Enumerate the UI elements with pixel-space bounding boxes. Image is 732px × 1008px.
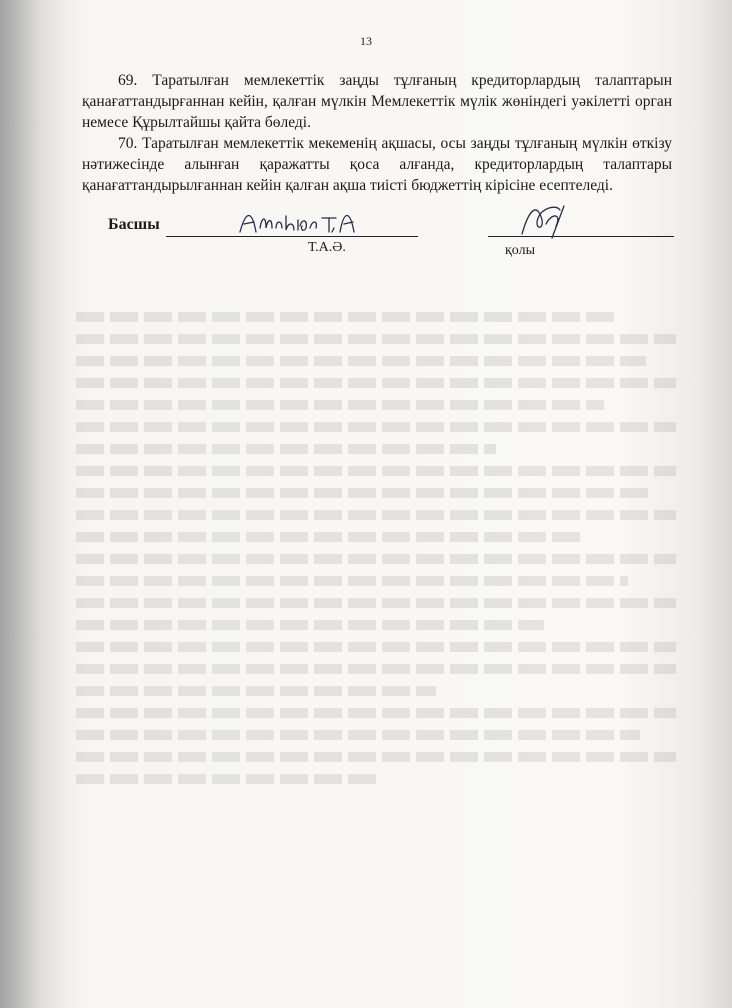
head-label: Басшы	[108, 216, 160, 233]
scan-shadow	[0, 0, 70, 1008]
signature-block	[108, 216, 688, 276]
handwritten-name-signature	[236, 206, 386, 238]
handwritten-signature-mark	[516, 200, 576, 240]
paragraph-70: 70. Таратылған мемлекеттік мекеменің ақшасы, осы заңды тұлғаның мүлкін өткізу нәтижесінде алынған қаражатты қоса алғанда, кредиторлардың талаптары қанағаттандырылғаннан кейін қалған ақша тиісті бюджеттің кірісіне есептеледі.	[82, 135, 672, 194]
fio-caption: Т.А.Ә.	[308, 240, 346, 255]
signature-caption: қолы	[505, 243, 536, 258]
document-body	[82, 70, 672, 196]
paragraph-69: 69. Таратылған мемлекеттік заңды тұлғаның кредиторлардың талаптарын қанағаттандырғаннан кейін, қалған мүлкін Мемлекеттік мүлік жөніндегі уәкілетті орган немесе Құрылтайшы қайта бөледі.	[82, 72, 672, 131]
bleed-through-text	[76, 300, 676, 940]
page-number: 13	[360, 34, 372, 48]
